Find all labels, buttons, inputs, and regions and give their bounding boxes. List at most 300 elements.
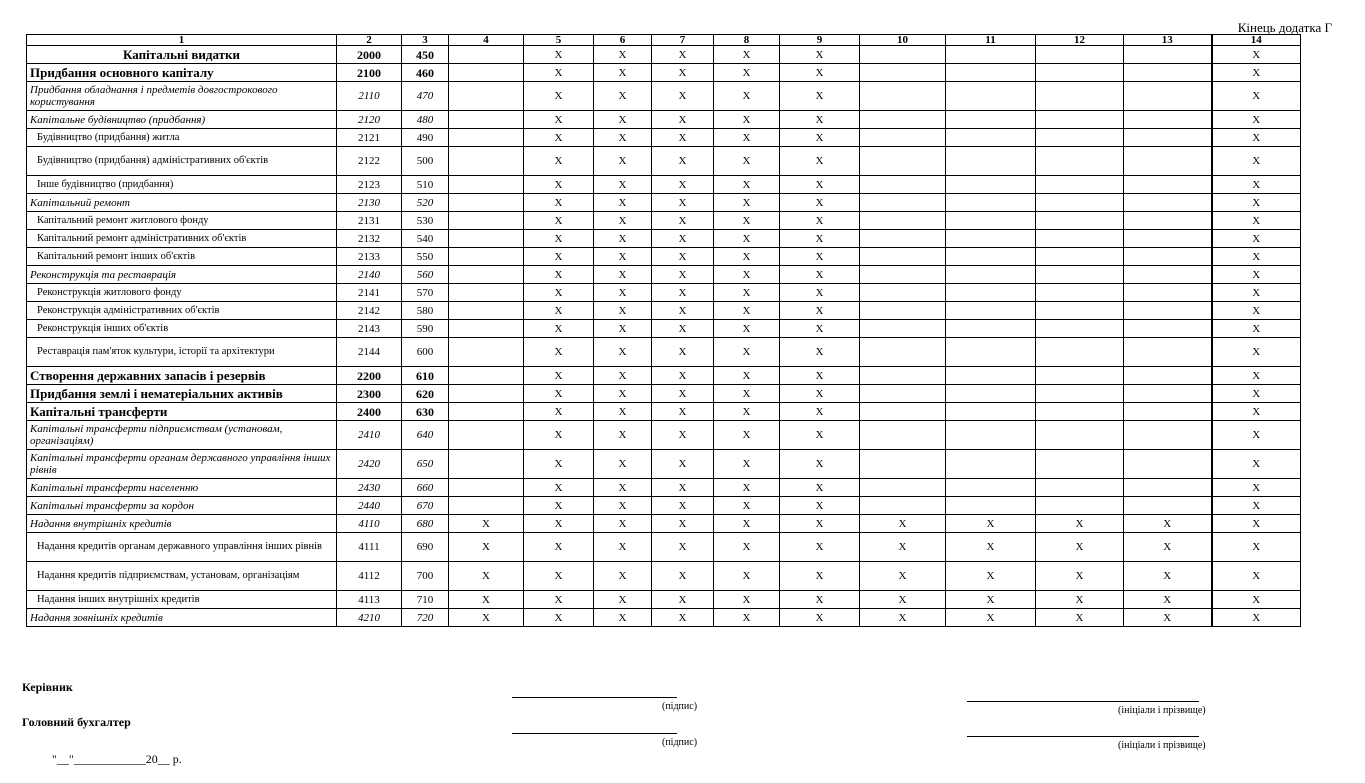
row-code: 2110 [337,82,402,111]
row-cell: X [780,46,860,64]
row-cell: X [1036,562,1124,591]
row-cell: X [594,129,652,147]
row-cell [449,212,524,230]
row-cell: X [1212,421,1301,450]
row-cell: X [780,248,860,266]
row-cell: X [524,64,594,82]
row-cell: X [652,515,714,533]
row-cell: X [652,129,714,147]
row-cell [946,320,1036,338]
table-row [27,248,1301,266]
row-cell: X [652,562,714,591]
table-row [27,609,1301,627]
row-cell: X [594,212,652,230]
row-cell: X [524,385,594,403]
row-cell: X [780,320,860,338]
row-cell: X [652,64,714,82]
row-line-number: 720 [402,609,449,627]
row-code: 2140 [337,266,402,284]
row-cell: X [714,497,780,515]
row-cell [1036,248,1124,266]
row-line-number: 530 [402,212,449,230]
row-cell [1124,176,1212,194]
row-cell: X [714,367,780,385]
row-cell: X [714,266,780,284]
row-cell [1036,479,1124,497]
row-code: 4210 [337,609,402,627]
row-cell [1036,212,1124,230]
row-indicator-name: Капітальні видатки [27,46,337,64]
row-code: 2300 [337,385,402,403]
row-cell: X [524,421,594,450]
row-cell [946,403,1036,421]
row-cell [946,248,1036,266]
row-cell [1036,147,1124,176]
table-row [27,111,1301,129]
row-cell: X [1036,515,1124,533]
row-cell: X [714,385,780,403]
row-line-number: 700 [402,562,449,591]
accountant-name-caption: (ініціали і прізвище) [1118,740,1206,751]
row-cell [449,338,524,367]
row-cell: X [714,450,780,479]
row-cell: X [594,111,652,129]
row-indicator-name: Капітальне будівництво (придбання) [27,111,337,129]
row-cell: X [652,212,714,230]
row-cell [1036,82,1124,111]
row-cell [449,302,524,320]
row-cell: X [594,46,652,64]
col-number: 7 [652,35,714,46]
row-indicator-name: Придбання обладнання і предметів довгострокового користування [27,82,337,111]
row-cell: X [1036,533,1124,562]
row-cell [946,421,1036,450]
row-cell: X [714,194,780,212]
row-cell [449,385,524,403]
row-cell: X [524,367,594,385]
row-cell: X [780,450,860,479]
row-cell: X [594,266,652,284]
row-cell: X [1124,515,1212,533]
row-cell: X [524,320,594,338]
row-line-number: 610 [402,367,449,385]
table-row [27,46,1301,64]
accountant-signature-line [512,733,677,734]
row-cell: X [1212,212,1301,230]
row-cell: X [1212,194,1301,212]
row-line-number: 710 [402,591,449,609]
row-cell [1036,284,1124,302]
row-code: 2142 [337,302,402,320]
row-cell: X [524,176,594,194]
row-cell [1124,212,1212,230]
row-line-number: 620 [402,385,449,403]
row-cell: X [714,515,780,533]
row-cell [1036,421,1124,450]
table-row [27,129,1301,147]
row-cell: X [652,194,714,212]
row-cell: X [1212,450,1301,479]
row-cell: X [449,591,524,609]
row-cell: X [1212,266,1301,284]
row-indicator-name: Реконструкція житлового фонду [27,284,337,302]
row-cell: X [780,82,860,111]
row-line-number: 650 [402,450,449,479]
row-cell [946,302,1036,320]
row-cell [449,46,524,64]
row-cell [449,479,524,497]
row-cell [449,194,524,212]
row-code: 4110 [337,515,402,533]
row-cell: X [714,533,780,562]
row-cell [1124,497,1212,515]
row-cell: X [652,591,714,609]
row-cell: X [780,479,860,497]
row-indicator-name: Капітальні трансферти підприємствам (установам, організаціям) [27,421,337,450]
row-cell [946,479,1036,497]
row-cell: X [594,320,652,338]
table-row [27,497,1301,515]
row-cell: X [524,230,594,248]
row-cell [946,284,1036,302]
row-cell [1036,129,1124,147]
row-line-number: 500 [402,147,449,176]
row-cell: X [714,176,780,194]
row-cell: X [652,450,714,479]
row-cell: X [449,562,524,591]
row-cell [860,64,946,82]
col-number: 10 [860,35,946,46]
row-cell: X [1212,591,1301,609]
row-cell: X [780,385,860,403]
row-cell: X [524,147,594,176]
table-row [27,176,1301,194]
row-cell: X [714,421,780,450]
row-cell: X [652,46,714,64]
row-cell: X [652,385,714,403]
row-cell: X [780,111,860,129]
row-line-number: 450 [402,46,449,64]
row-cell [1124,403,1212,421]
row-indicator-name: Придбання землі і нематеріальних активів [27,385,337,403]
row-cell [860,385,946,403]
row-cell [449,147,524,176]
row-cell: X [1212,302,1301,320]
row-cell: X [524,284,594,302]
row-cell: X [524,533,594,562]
row-cell [860,421,946,450]
row-line-number: 570 [402,284,449,302]
head-name-line [967,701,1199,702]
row-cell [1124,284,1212,302]
row-cell [1036,450,1124,479]
row-cell: X [1212,533,1301,562]
row-cell [1124,266,1212,284]
row-cell: X [1212,497,1301,515]
row-cell [1124,479,1212,497]
row-line-number: 470 [402,82,449,111]
row-line-number: 670 [402,497,449,515]
row-indicator-name: Будівництво (придбання) адміністративних об'єктів [27,147,337,176]
row-cell [860,302,946,320]
row-line-number: 490 [402,129,449,147]
row-indicator-name: Реставрація пам'яток культури, історії та архітектури [27,338,337,367]
row-code: 2000 [337,46,402,64]
row-cell: X [1212,248,1301,266]
row-cell [860,194,946,212]
row-cell: X [524,591,594,609]
row-cell [860,450,946,479]
accountant-label: Головний бухгалтер [22,715,131,729]
row-cell: X [946,515,1036,533]
row-cell [860,338,946,367]
row-cell [860,284,946,302]
row-indicator-name: Придбання основного капіталу [27,64,337,82]
row-cell: X [714,129,780,147]
row-cell: X [1212,147,1301,176]
row-cell: X [524,248,594,266]
row-cell: X [652,147,714,176]
row-cell [1124,302,1212,320]
appendix-end-note: Кінець додатка Г [1237,20,1332,35]
row-cell: X [524,212,594,230]
row-cell: X [780,129,860,147]
row-cell: X [1212,385,1301,403]
row-indicator-name: Реконструкція інших об'єктів [27,320,337,338]
row-cell [449,450,524,479]
row-cell [1124,64,1212,82]
row-indicator-name: Надання кредитів органам державного управління інших рівнів [27,533,337,562]
table-row [27,367,1301,385]
row-cell: X [780,421,860,450]
row-code: 2200 [337,367,402,385]
col-number: 3 [402,35,449,46]
row-cell: X [594,591,652,609]
row-indicator-name: Інше будівництво (придбання) [27,176,337,194]
row-cell: X [780,284,860,302]
row-cell: X [594,302,652,320]
row-indicator-name: Капітальний ремонт житлового фонду [27,212,337,230]
table-row [27,562,1301,591]
table-row [27,591,1301,609]
row-cell: X [780,367,860,385]
row-cell: X [594,194,652,212]
row-cell: X [714,591,780,609]
row-code: 2144 [337,338,402,367]
row-code: 2141 [337,284,402,302]
row-cell: X [1212,338,1301,367]
col-number: 8 [714,35,780,46]
row-code: 2123 [337,176,402,194]
row-cell: X [652,338,714,367]
row-cell: X [714,111,780,129]
table-row [27,421,1301,450]
row-cell [860,248,946,266]
row-cell: X [594,403,652,421]
row-cell [449,266,524,284]
row-line-number: 540 [402,230,449,248]
row-cell [946,111,1036,129]
row-cell [946,46,1036,64]
row-cell: X [524,515,594,533]
row-code: 2400 [337,403,402,421]
row-cell [449,64,524,82]
row-cell [1124,248,1212,266]
row-cell: X [524,266,594,284]
row-cell [860,46,946,64]
row-cell: X [714,320,780,338]
row-code: 2100 [337,64,402,82]
row-cell: X [594,533,652,562]
row-cell: X [780,609,860,627]
table-row [27,515,1301,533]
row-indicator-name: Будівництво (придбання) житла [27,129,337,147]
row-indicator-name: Створення державних запасів і резервів [27,367,337,385]
row-cell [1124,82,1212,111]
row-cell [1036,230,1124,248]
table-row [27,212,1301,230]
column-number-row [27,35,1301,46]
col-number: 13 [1124,35,1212,46]
row-cell [1036,194,1124,212]
capital-expenditure-table [26,34,1301,627]
row-cell [860,212,946,230]
row-cell: X [780,497,860,515]
row-cell [860,320,946,338]
row-line-number: 660 [402,479,449,497]
row-cell [1036,46,1124,64]
row-cell: X [652,367,714,385]
table-row [27,533,1301,562]
row-line-number: 520 [402,194,449,212]
row-cell: X [1212,320,1301,338]
row-code: 4111 [337,533,402,562]
row-line-number: 560 [402,266,449,284]
row-cell [946,129,1036,147]
row-cell [1036,176,1124,194]
row-cell: X [946,609,1036,627]
col-number: 1 [27,35,337,46]
row-cell: X [1212,64,1301,82]
row-cell [946,147,1036,176]
row-cell: X [594,284,652,302]
row-cell [1124,367,1212,385]
table-row [27,284,1301,302]
row-cell: X [1124,609,1212,627]
row-cell [860,176,946,194]
table-row [27,338,1301,367]
row-cell: X [652,111,714,129]
row-cell [946,64,1036,82]
row-cell: X [1212,230,1301,248]
row-cell: X [860,609,946,627]
row-cell: X [594,515,652,533]
row-cell: X [594,248,652,266]
table-row [27,230,1301,248]
row-cell: X [780,176,860,194]
row-line-number: 600 [402,338,449,367]
row-cell: X [524,194,594,212]
row-cell: X [652,479,714,497]
row-cell [946,450,1036,479]
row-cell [946,212,1036,230]
head-signature-caption: (підпис) [662,701,698,712]
row-line-number: 630 [402,403,449,421]
row-cell [860,367,946,385]
row-code: 4112 [337,562,402,591]
row-cell: X [1212,284,1301,302]
row-cell [946,367,1036,385]
row-line-number: 590 [402,320,449,338]
row-cell: X [1212,367,1301,385]
table-row [27,82,1301,111]
row-cell: X [524,129,594,147]
row-code: 2430 [337,479,402,497]
row-cell: X [594,338,652,367]
row-cell: X [714,302,780,320]
row-cell: X [652,284,714,302]
row-line-number: 460 [402,64,449,82]
row-cell [449,284,524,302]
row-cell: X [594,497,652,515]
row-indicator-name: Реконструкція адміністративних об'єктів [27,302,337,320]
row-cell: X [594,82,652,111]
row-cell: X [449,515,524,533]
row-indicator-name: Капітальні трансферти органам державного управління інших рівнів [27,450,337,479]
row-cell: X [714,64,780,82]
row-cell: X [524,479,594,497]
row-cell [946,497,1036,515]
row-cell [449,129,524,147]
row-code: 2131 [337,212,402,230]
row-cell: X [946,562,1036,591]
row-cell: X [714,147,780,176]
row-cell: X [524,609,594,627]
row-cell [1124,385,1212,403]
row-cell [860,230,946,248]
row-cell: X [594,64,652,82]
row-cell [860,497,946,515]
row-cell: X [1212,129,1301,147]
row-cell: X [594,479,652,497]
col-number: 11 [946,35,1036,46]
row-cell [946,194,1036,212]
row-cell [449,497,524,515]
row-cell: X [524,497,594,515]
row-cell [1124,421,1212,450]
row-cell: X [652,266,714,284]
row-indicator-name: Реконструкція та реставрація [27,266,337,284]
row-cell: X [652,248,714,266]
row-code: 2133 [337,248,402,266]
row-cell: X [780,515,860,533]
row-cell [1036,403,1124,421]
row-cell: X [594,609,652,627]
row-line-number: 480 [402,111,449,129]
row-cell [1036,64,1124,82]
row-indicator-name: Надання кредитів підприємствам, установам, організаціям [27,562,337,591]
row-code: 2121 [337,129,402,147]
row-cell [1124,129,1212,147]
head-label: Керівник [22,680,73,694]
row-cell: X [594,421,652,450]
row-cell: X [652,176,714,194]
row-cell: X [1036,591,1124,609]
row-cell: X [594,367,652,385]
row-indicator-name: Капітальний ремонт [27,194,337,212]
row-cell [1036,497,1124,515]
row-cell [860,479,946,497]
